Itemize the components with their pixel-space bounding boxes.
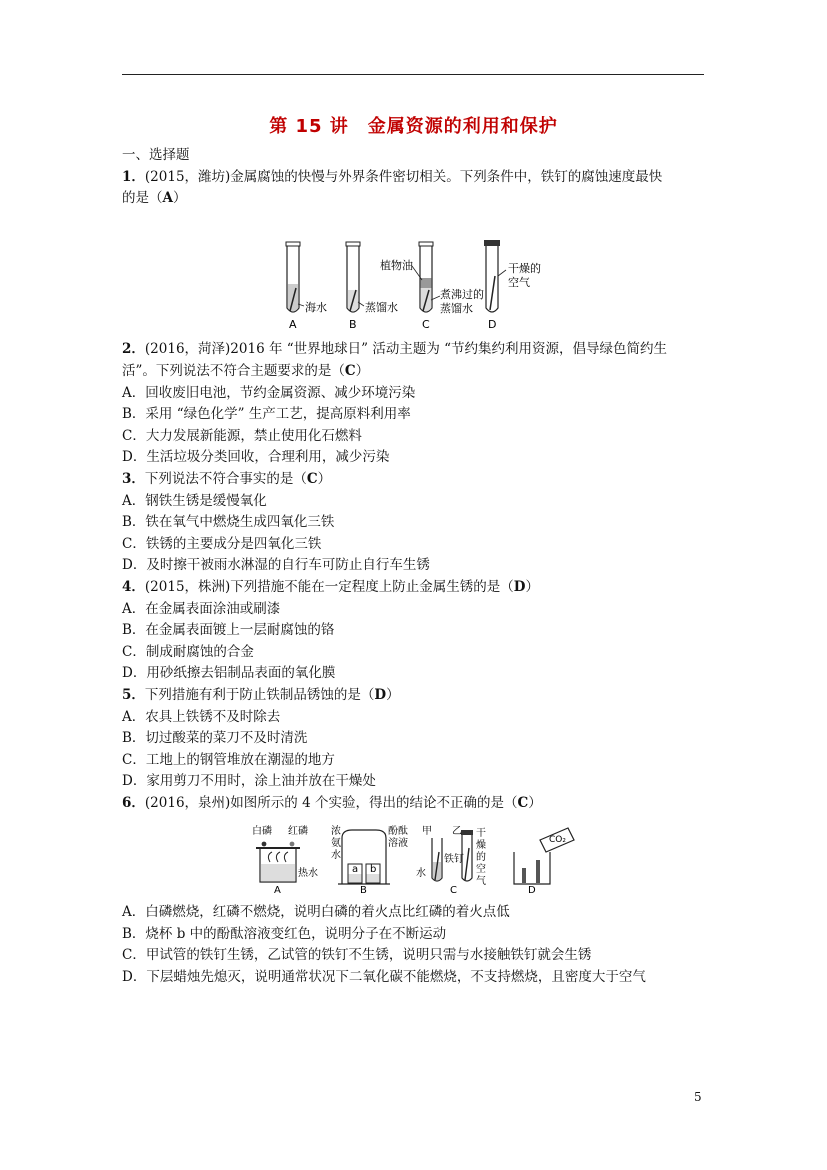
question-number: 1． xyxy=(122,169,145,185)
label-iron-nail: 铁钉 xyxy=(444,854,464,865)
option-b: B．采用 “绿色化学” 生产工艺，提高原料利用率 xyxy=(122,406,411,422)
label-dry-2: 燥 xyxy=(476,840,486,851)
option-c: C．甲试管的铁钉生锈，乙试管的铁钉不生锈，说明只需与水接触铁钉就会生锈 xyxy=(122,947,592,963)
label-red-phosphorus: 红磷 xyxy=(288,826,308,837)
option-d: D．及时擦干被雨水淋湿的自行车可防止自行车生锈 xyxy=(122,557,430,573)
exp-label-b: B xyxy=(360,885,367,894)
label-solution: 溶液 xyxy=(388,838,408,849)
label-white-phosphorus: 白磷 xyxy=(252,826,272,837)
page-number: 5 xyxy=(694,1090,702,1104)
option-c: C．工地上的钢管堆放在潮湿的地方 xyxy=(122,752,335,768)
answer: C xyxy=(306,471,318,487)
question-stem: (2016，菏泽)2016 年 “世界地球日” 活动主题为 “节约集约利用资源，倡导绿色简约生 xyxy=(144,341,668,357)
label-hot-water: 热水 xyxy=(298,868,318,879)
figure-q6-experiments xyxy=(250,822,580,894)
label-co2: CO₂ xyxy=(549,835,566,845)
question-stem: 下列说法不符合事实的是（ xyxy=(144,471,307,487)
label-dry: 干燥的 xyxy=(508,262,541,275)
label-beaker-b: b xyxy=(370,864,377,875)
tube-d xyxy=(484,240,500,312)
label-beaker-a: a xyxy=(352,864,359,875)
label-jia: 甲 xyxy=(422,826,432,837)
option-a: A．钢铁生锈是缓慢氧化 xyxy=(122,493,267,509)
question-1 xyxy=(122,168,662,186)
option-b: B．在金属表面镀上一层耐腐蚀的铬 xyxy=(122,622,335,638)
option-d: D．家用剪刀不用时，涂上油并放在干燥处 xyxy=(122,773,376,789)
question-4 xyxy=(122,578,539,596)
header-rule xyxy=(122,74,704,75)
question-2-line2 xyxy=(122,362,369,380)
answer: D xyxy=(374,687,387,703)
option-b: B．烧杯 b 中的酚酞溶液变红色，说明分子在不断运动 xyxy=(122,926,447,942)
figure-q1-test-tubes xyxy=(280,236,550,334)
label-dry-5: 气 xyxy=(476,876,486,887)
tube-label-a: A xyxy=(289,318,297,331)
page-title: 第 15 讲 金属资源的利用和保护 xyxy=(269,116,558,137)
stem-text: 的是（ xyxy=(122,190,163,206)
label-conc: 浓 xyxy=(331,826,341,837)
label-vegetable-oil: 植物油 xyxy=(380,259,413,272)
experiment-b xyxy=(338,830,390,884)
answer: C xyxy=(517,795,529,811)
option-a: A．白磷燃烧，红磷不燃烧，说明白磷的着火点比红磷的着火点低 xyxy=(122,904,510,920)
label-dry-1: 干 xyxy=(476,828,486,839)
option-d: D．用砂纸擦去铝制品表面的氧化膜 xyxy=(122,665,336,681)
label-seawater: 海水 xyxy=(305,301,327,314)
label-air: 空气 xyxy=(508,276,530,289)
question-2 xyxy=(122,340,667,358)
tube-b xyxy=(346,242,360,312)
question-number: 6． xyxy=(122,795,145,811)
exp-label-c: C xyxy=(450,885,457,894)
question-stem: 下列措施有利于防止铁制品锈蚀的是（ xyxy=(144,687,375,703)
option-c: C．制成耐腐蚀的合金 xyxy=(122,644,254,660)
question-number: 4． xyxy=(122,579,145,595)
option-a: A．回收废旧电池，节约金属资源、减少环境污染 xyxy=(122,385,416,401)
label-dry-3: 的 xyxy=(476,852,486,863)
label-water: 水 xyxy=(331,850,341,861)
stem-text: ） xyxy=(172,190,187,206)
question-6 xyxy=(122,794,542,812)
question-number: 5． xyxy=(122,687,145,703)
stem-text: ） xyxy=(386,687,400,703)
label-dry-4: 空 xyxy=(476,864,486,875)
question-stem: (2016，泉州)如图所示的 4 个实验，得出的结论不正确的是（ xyxy=(144,795,518,811)
question-stem: (2015，潍坊)金属腐蚀的快慢与外界条件密切相关。下列条件中，铁钉的腐蚀速度最快 xyxy=(144,169,663,185)
question-1-line2 xyxy=(122,189,186,207)
option-c: C．铁锈的主要成分是四氧化三铁 xyxy=(122,536,322,552)
option-a: A．农具上铁锈不及时除去 xyxy=(122,709,281,725)
question-5 xyxy=(122,686,400,704)
answer: C xyxy=(344,363,356,379)
label-ammonia: 氨 xyxy=(331,838,341,849)
label-water-c: 水 xyxy=(416,868,426,879)
tube-label-d: D xyxy=(488,318,497,331)
label-phenolphthalein: 酚酞 xyxy=(388,826,408,837)
option-b: B．切过酸菜的菜刀不及时清洗 xyxy=(122,730,308,746)
stem-text: ） xyxy=(525,579,540,595)
label-boiled-water: 蒸馏水 xyxy=(440,302,473,315)
question-number: 3． xyxy=(122,471,145,487)
option-b: B．铁在氧气中燃烧生成四氧化三铁 xyxy=(122,514,335,530)
label-boiled: 煮沸过的 xyxy=(440,288,484,301)
label-yi: 乙 xyxy=(452,826,462,837)
answer: D xyxy=(513,579,526,595)
stem-text: ） xyxy=(317,471,332,487)
tube-label-b: B xyxy=(349,318,357,331)
question-number: 2． xyxy=(122,341,145,357)
exp-label-d: D xyxy=(528,885,536,894)
exp-label-a: A xyxy=(274,885,281,894)
option-d: D．下层蜡烛先熄灭，说明通常状况下二氧化碳不能燃烧，不支持燃烧，且密度大于空气 xyxy=(122,969,646,985)
option-a: A．在金属表面涂油或刷漆 xyxy=(122,601,281,617)
tube-label-c: C xyxy=(422,318,430,331)
question-3 xyxy=(122,470,331,488)
tube-c xyxy=(419,242,433,312)
section-heading: 一、选择题 xyxy=(122,147,190,163)
stem-text: 活”。下列说法不符合主题要求的是（ xyxy=(122,363,345,379)
label-distilled-water: 蒸馏水 xyxy=(365,301,398,314)
experiment-a xyxy=(256,842,300,882)
tube-a xyxy=(286,242,300,312)
question-stem: (2015，株洲)下列措施不能在一定程度上防止金属生锈的是（ xyxy=(144,579,514,595)
stem-text: ） xyxy=(528,795,542,811)
stem-text: ） xyxy=(355,363,370,379)
option-c: C．大力发展新能源，禁止使用化石燃料 xyxy=(122,428,362,444)
answer: A xyxy=(162,190,173,206)
option-d: D．生活垃圾分类回收，合理利用，减少污染 xyxy=(122,449,390,465)
